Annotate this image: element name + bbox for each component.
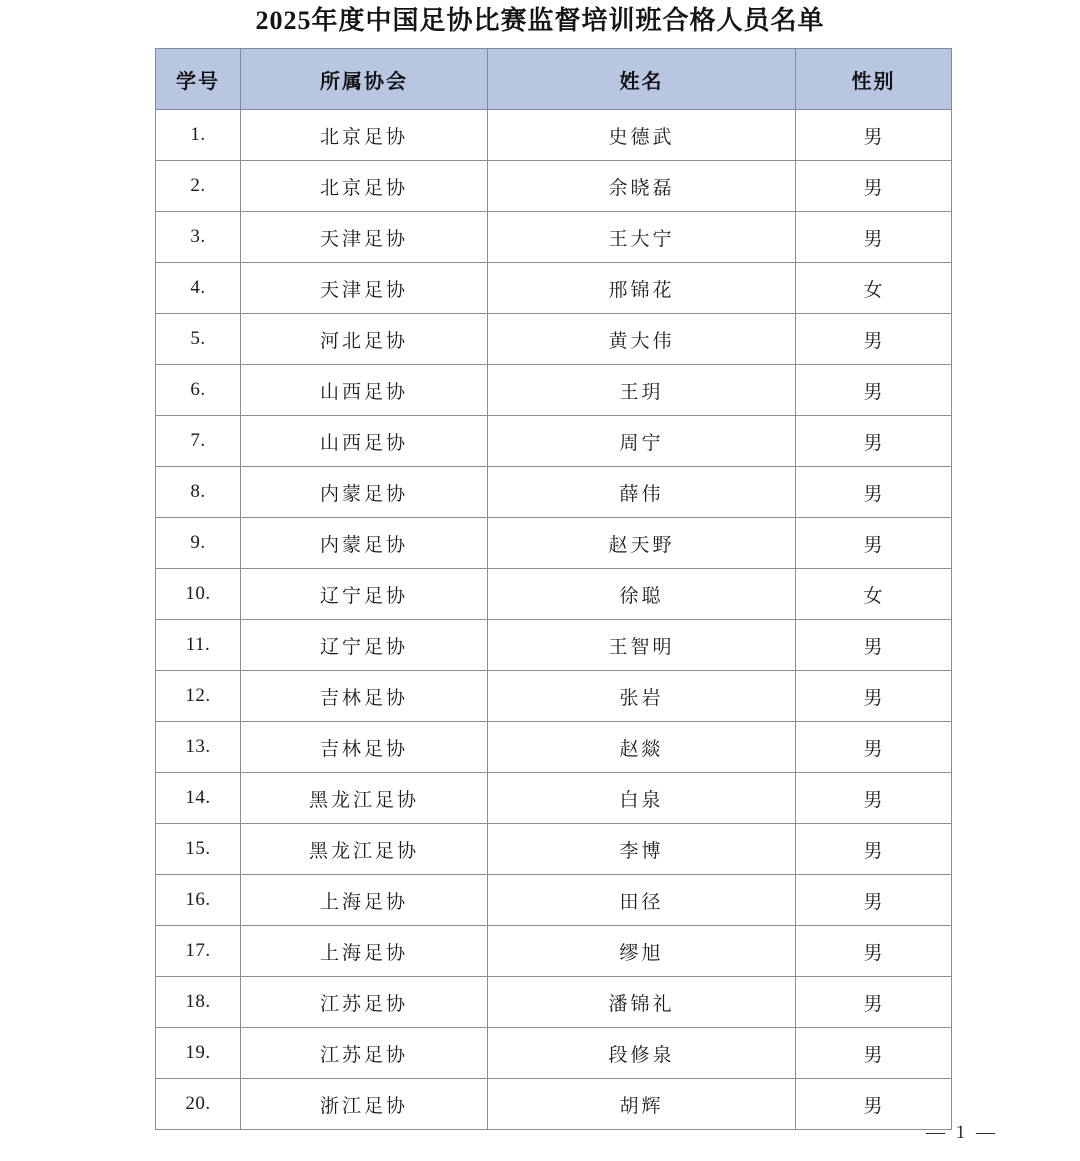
cell-name: 王玥 <box>488 365 796 416</box>
page-number: — 1 — <box>926 1122 998 1143</box>
table-row <box>156 620 952 671</box>
table-body <box>156 110 952 1130</box>
page-title: 2025年度中国足协比赛监督培训班合格人员名单 <box>255 6 825 35</box>
cell-gender: 男 <box>796 365 952 416</box>
cell-assoc: 山西足协 <box>241 365 488 416</box>
cell-gender: 男 <box>796 671 952 722</box>
cell-gender: 男 <box>796 875 952 926</box>
table-row <box>156 722 952 773</box>
cell-assoc: 黑龙江足协 <box>241 773 488 824</box>
cell-gender: 男 <box>796 620 952 671</box>
cell-id: 1. <box>156 110 241 161</box>
cell-gender: 女 <box>796 569 952 620</box>
cell-assoc: 天津足协 <box>241 263 488 314</box>
cell-name: 王智明 <box>488 620 796 671</box>
cell-assoc: 上海足协 <box>241 926 488 977</box>
table-row <box>156 161 952 212</box>
cell-name: 赵天野 <box>488 518 796 569</box>
cell-id: 10. <box>156 569 241 620</box>
table-row <box>156 1028 952 1079</box>
cell-assoc: 黑龙江足协 <box>241 824 488 875</box>
cell-id: 15. <box>156 824 241 875</box>
table-row <box>156 926 952 977</box>
column-header-name: 姓名 <box>488 49 796 110</box>
cell-assoc: 江苏足协 <box>241 977 488 1028</box>
roster-table-container <box>155 48 951 1130</box>
table-row <box>156 416 952 467</box>
cell-gender: 男 <box>796 518 952 569</box>
cell-id: 7. <box>156 416 241 467</box>
cell-id: 18. <box>156 977 241 1028</box>
cell-assoc: 辽宁足协 <box>241 569 488 620</box>
cell-gender: 男 <box>796 1028 952 1079</box>
cell-assoc: 山西足协 <box>241 416 488 467</box>
cell-name: 王大宁 <box>488 212 796 263</box>
cell-gender: 男 <box>796 773 952 824</box>
cell-name: 段修泉 <box>488 1028 796 1079</box>
table-row <box>156 314 952 365</box>
cell-gender: 男 <box>796 722 952 773</box>
cell-name: 潘锦礼 <box>488 977 796 1028</box>
cell-gender: 男 <box>796 926 952 977</box>
cell-name: 田径 <box>488 875 796 926</box>
cell-name: 余晓磊 <box>488 161 796 212</box>
cell-id: 17. <box>156 926 241 977</box>
column-header-assoc: 所属协会 <box>241 49 488 110</box>
column-header-id: 学号 <box>156 49 241 110</box>
cell-gender: 男 <box>796 212 952 263</box>
cell-name: 赵燚 <box>488 722 796 773</box>
cell-gender: 男 <box>796 161 952 212</box>
cell-gender: 男 <box>796 416 952 467</box>
cell-name: 黄大伟 <box>488 314 796 365</box>
cell-assoc: 天津足协 <box>241 212 488 263</box>
cell-name: 李博 <box>488 824 796 875</box>
cell-assoc: 吉林足协 <box>241 671 488 722</box>
cell-id: 12. <box>156 671 241 722</box>
cell-id: 9. <box>156 518 241 569</box>
roster-table <box>155 48 952 1130</box>
table-row <box>156 875 952 926</box>
cell-id: 19. <box>156 1028 241 1079</box>
cell-assoc: 辽宁足协 <box>241 620 488 671</box>
table-row <box>156 518 952 569</box>
cell-id: 11. <box>156 620 241 671</box>
cell-name: 周宁 <box>488 416 796 467</box>
table-row <box>156 773 952 824</box>
table-header-row <box>156 49 952 110</box>
cell-gender: 男 <box>796 1079 952 1130</box>
cell-assoc: 吉林足协 <box>241 722 488 773</box>
cell-name: 张岩 <box>488 671 796 722</box>
table-row <box>156 110 952 161</box>
cell-name: 史德武 <box>488 110 796 161</box>
cell-assoc: 浙江足协 <box>241 1079 488 1130</box>
table-row <box>156 263 952 314</box>
column-header-gender: 性别 <box>796 49 952 110</box>
cell-id: 16. <box>156 875 241 926</box>
cell-assoc: 内蒙足协 <box>241 467 488 518</box>
cell-name: 缪旭 <box>488 926 796 977</box>
cell-id: 6. <box>156 365 241 416</box>
cell-id: 2. <box>156 161 241 212</box>
cell-name: 徐聪 <box>488 569 796 620</box>
cell-name: 邢锦花 <box>488 263 796 314</box>
cell-id: 14. <box>156 773 241 824</box>
cell-assoc: 上海足协 <box>241 875 488 926</box>
cell-assoc: 内蒙足协 <box>241 518 488 569</box>
cell-gender: 男 <box>796 824 952 875</box>
cell-assoc: 河北足协 <box>241 314 488 365</box>
cell-name: 薛伟 <box>488 467 796 518</box>
table-row <box>156 365 952 416</box>
cell-name: 胡辉 <box>488 1079 796 1130</box>
table-row <box>156 467 952 518</box>
cell-gender: 男 <box>796 467 952 518</box>
cell-assoc: 江苏足协 <box>241 1028 488 1079</box>
cell-gender: 女 <box>796 263 952 314</box>
cell-assoc: 北京足协 <box>241 110 488 161</box>
cell-id: 20. <box>156 1079 241 1130</box>
cell-assoc: 北京足协 <box>241 161 488 212</box>
cell-id: 13. <box>156 722 241 773</box>
table-row <box>156 977 952 1028</box>
cell-id: 4. <box>156 263 241 314</box>
table-header <box>156 49 952 110</box>
table-row <box>156 824 952 875</box>
cell-name: 白泉 <box>488 773 796 824</box>
cell-id: 3. <box>156 212 241 263</box>
table-row <box>156 212 952 263</box>
cell-id: 5. <box>156 314 241 365</box>
cell-gender: 男 <box>796 314 952 365</box>
table-row <box>156 671 952 722</box>
cell-gender: 男 <box>796 110 952 161</box>
cell-gender: 男 <box>796 977 952 1028</box>
cell-id: 8. <box>156 467 241 518</box>
table-row <box>156 569 952 620</box>
